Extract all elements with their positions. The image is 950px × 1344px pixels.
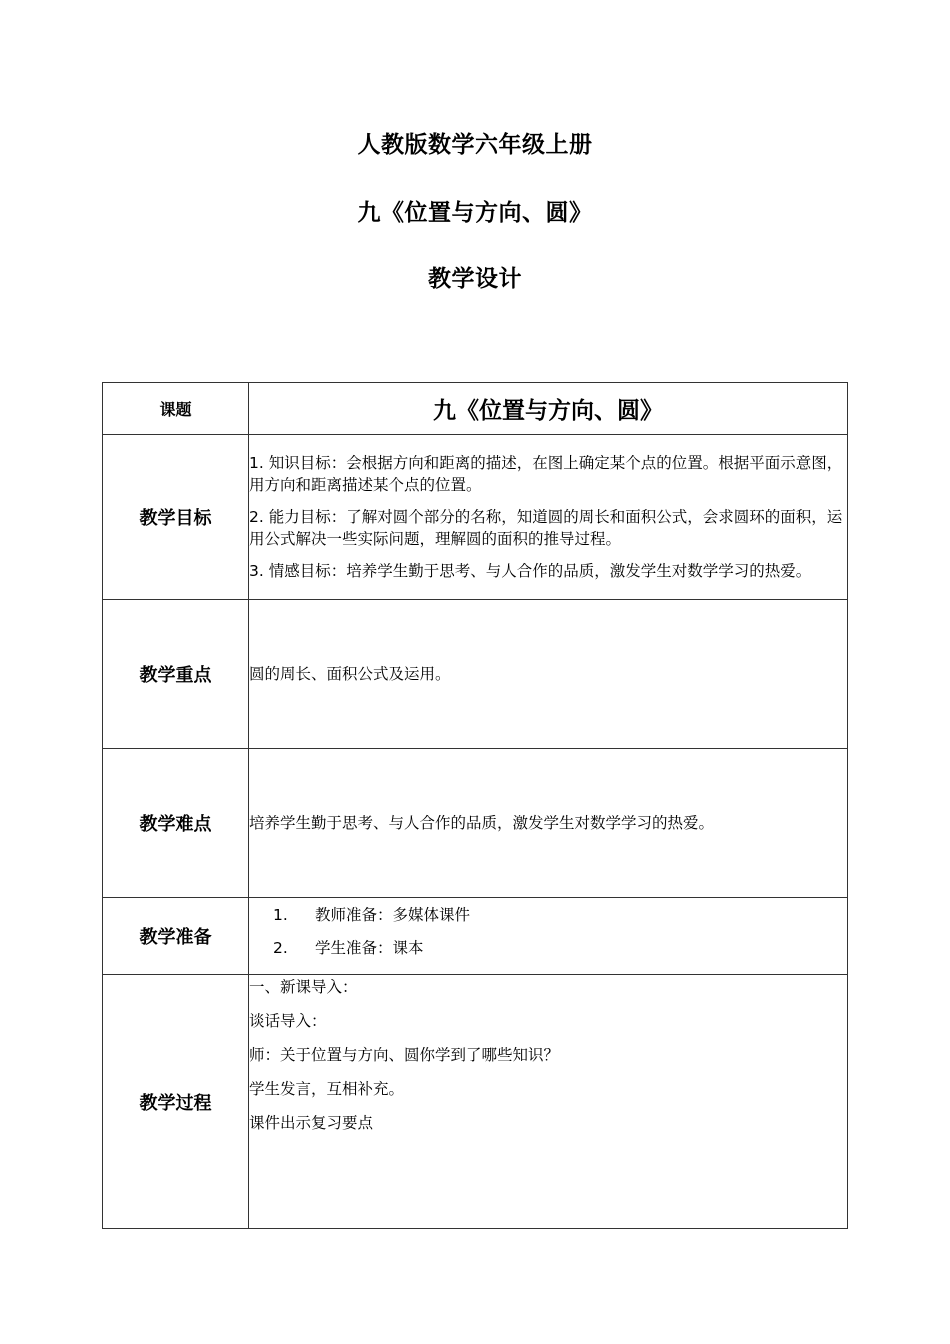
key-points-row xyxy=(103,600,848,749)
preparation-item xyxy=(249,904,847,926)
objectives-content xyxy=(249,435,848,600)
document-title: 人教版数学六年级上册 xyxy=(357,132,593,158)
document-heading: 教学设计 xyxy=(428,266,522,292)
process-line: 课件出示复习要点 xyxy=(249,1114,374,1132)
preparation-item-number: 1. xyxy=(273,906,288,924)
topic-value: 九《位置与方向、圆》 xyxy=(249,383,848,435)
difficulties-content: 培养学生勤于思考、与人合作的品质，激发学生对数学学习的热爱。 xyxy=(249,749,848,898)
difficulties-row xyxy=(103,749,848,898)
preparation-row xyxy=(103,898,848,975)
topic-row xyxy=(103,383,848,435)
objectives-label: 教学目标 xyxy=(103,435,249,600)
objective-item: 1. 知识目标：会根据方向和距离的描述，在图上确定某个点的位置。根据平面示意图，用方向和距离描述某个点的位置。 xyxy=(249,454,843,494)
topic-label: 课题 xyxy=(103,383,249,435)
objective-item: 2. 能力目标：了解对圆个部分的名称，知道圆的周长和面积公式，会求圆环的面积，运用公式解决一些实际问题，理解圆的面积的推导过程。 xyxy=(249,508,843,548)
objective-item: 3. 情感目标：培养学生勤于思考、与人合作的品质，激发学生对数学学习的热爱。 xyxy=(249,562,812,580)
process-label: 教学过程 xyxy=(103,975,249,1229)
difficulties-label: 教学难点 xyxy=(103,749,249,898)
process-line: 谈话导入： xyxy=(249,1012,327,1030)
preparation-label: 教学准备 xyxy=(103,898,249,975)
lesson-plan-table xyxy=(102,382,848,1229)
process-line: 学生发言，互相补充。 xyxy=(249,1080,405,1098)
preparation-item xyxy=(249,937,847,959)
process-content xyxy=(249,975,848,1229)
document-subtitle: 九《位置与方向、圆》 xyxy=(357,200,593,226)
process-line: 师：关于位置与方向、圆你学到了哪些知识？ xyxy=(249,1046,560,1064)
preparation-content xyxy=(249,898,848,975)
preparation-item-number: 2. xyxy=(273,939,288,957)
key-points-label: 教学重点 xyxy=(103,600,249,749)
preparation-item-text: 教师准备：多媒体课件 xyxy=(315,906,471,924)
preparation-item-text: 学生准备：课本 xyxy=(315,939,424,957)
key-points-content: 圆的周长、面积公式及运用。 xyxy=(249,600,848,749)
process-row xyxy=(103,975,848,1229)
objectives-row xyxy=(103,435,848,600)
process-line: 一、新课导入： xyxy=(249,978,358,996)
